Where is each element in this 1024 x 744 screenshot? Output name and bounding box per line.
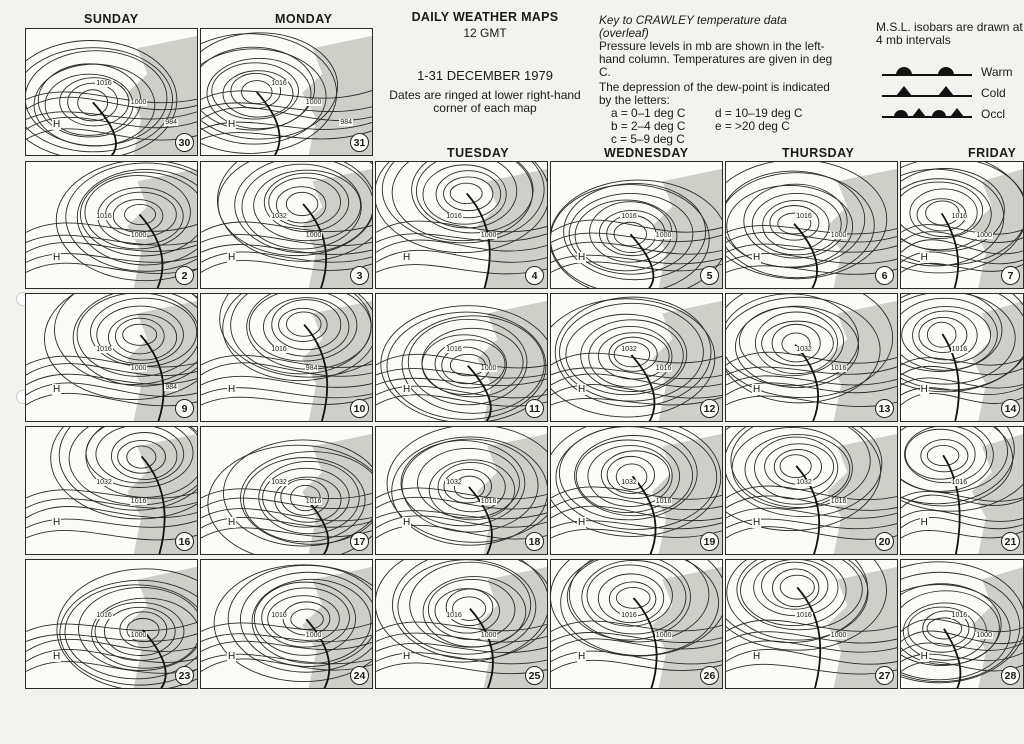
isobar-value-label: 1016 (830, 364, 847, 372)
isobar-value-label: 1000 (480, 631, 497, 639)
map-date-ring: 4 (525, 266, 544, 285)
map-date-ring: 21 (1001, 532, 1020, 551)
isobar-value-label: 1032 (271, 478, 287, 486)
isobar (780, 575, 814, 599)
isobar-value-label: 1000 (830, 232, 847, 240)
isobar-value-label: 1016 (96, 80, 112, 88)
weather-map (375, 293, 548, 422)
isobar-value-label: 1000 (655, 631, 672, 639)
key-pressure-note: Pressure levels in mb are shown in the left-hand column. Temperatures are given in deg C. (599, 39, 833, 79)
isobar-chart (201, 162, 373, 289)
isobar-value-label: 1016 (271, 80, 287, 88)
weather-map (200, 161, 373, 289)
isobar-value-label: 1032 (96, 478, 112, 486)
isobar-value-label: 1016 (305, 497, 322, 505)
weather-map (725, 426, 898, 555)
high-pressure-label: H (52, 517, 61, 529)
isobar (286, 312, 321, 336)
isobar-value-label: 1032 (446, 478, 462, 486)
code-a: a = 0–1 deg C (611, 106, 686, 120)
isobar (752, 193, 841, 254)
isobar (444, 177, 493, 211)
isobar-chart (726, 427, 898, 555)
isobar-value-label: 1000 (305, 232, 322, 240)
period-label: 1-31 DECEMBER 1979 (417, 68, 553, 83)
weather-map (550, 426, 723, 555)
isobar-chart (201, 294, 373, 422)
isobar-chart (376, 427, 548, 555)
isobar-value-label: 1016 (480, 497, 497, 505)
isobar-value-label: 984 (165, 118, 178, 126)
isobar-value-label: 1000 (305, 99, 322, 107)
isobar-value-label: 1016 (796, 612, 812, 619)
weather-map (375, 426, 548, 555)
isobar (286, 192, 318, 215)
cold-front-icon (882, 84, 972, 98)
map-date-ring: 31 (350, 133, 369, 152)
weather-map (25, 161, 198, 289)
isobar-value-label: 1016 (951, 478, 968, 486)
isobar-value-label: 1016 (621, 612, 637, 619)
weather-map (550, 293, 723, 422)
map-date-ring: 5 (700, 266, 719, 285)
isobar-value-label: 1016 (446, 345, 462, 353)
high-pressure-label: H (577, 517, 586, 529)
isobar-value-label: 1016 (271, 612, 287, 619)
day-header-tuesday: TUESDAY (447, 146, 510, 160)
map-date-ring: 26 (700, 666, 719, 685)
isobar (201, 47, 315, 130)
high-pressure-label: H (402, 251, 411, 263)
map-date-ring: 17 (350, 532, 369, 551)
code-b: b = 2–4 deg C (611, 119, 686, 133)
isobar (616, 587, 650, 608)
high-pressure-label: H (577, 251, 586, 263)
high-pressure-label: H (227, 517, 236, 529)
day-header-monday: MONDAY (275, 12, 333, 26)
high-pressure-label: H (227, 384, 236, 396)
weather-map (900, 426, 1024, 555)
occluded-front-icon (882, 105, 972, 119)
map-date-ring: 16 (175, 532, 194, 551)
isobar-value-label: 1016 (271, 345, 287, 353)
time-label: 12 GMT (463, 26, 507, 40)
isobar-value-label: 1000 (830, 631, 847, 639)
isobar (435, 589, 500, 634)
map-date-ring: 19 (700, 532, 719, 551)
weather-map (725, 559, 898, 689)
isobar-chart (201, 560, 373, 689)
day-header-thursday: THURSDAY (782, 146, 855, 160)
key-dewpoint-note: The depression of the dew-point is indicated by the letters: (599, 80, 830, 107)
weather-map (25, 293, 198, 422)
high-pressure-label: H (52, 651, 61, 662)
map-date-ring: 14 (1001, 399, 1020, 418)
title-block (385, 10, 585, 115)
isobar-chart (376, 162, 548, 289)
map-date-ring: 11 (525, 399, 544, 418)
high-pressure-label: H (920, 517, 928, 529)
isobar-chart (726, 560, 898, 689)
legend-cold: Cold (981, 86, 1006, 100)
isobar (927, 322, 956, 347)
high-pressure-label: H (577, 651, 586, 662)
isobar (754, 560, 838, 616)
isobar-chart (726, 294, 898, 422)
high-pressure-label: H (752, 251, 761, 263)
map-date-ring: 6 (875, 266, 894, 285)
map-date-ring: 30 (175, 133, 194, 152)
weather-map (375, 559, 548, 689)
high-pressure-label: H (52, 251, 61, 263)
isobar-value-label: 1000 (305, 631, 322, 639)
isobar (726, 294, 859, 386)
high-pressure-label: H (920, 251, 928, 263)
day-header-sunday: SUNDAY (84, 12, 139, 26)
day-header-friday: FRIDAY (968, 146, 1017, 160)
isobar-value-label: 1000 (130, 232, 147, 240)
weather-map (900, 559, 1024, 689)
isobar-value-label: 1016 (951, 612, 968, 619)
isobar (614, 222, 647, 246)
map-date-ring: 9 (175, 399, 194, 418)
isobar-value-label: 1000 (130, 364, 147, 372)
map-date-ring: 12 (700, 399, 719, 418)
map-date-ring: 10 (350, 399, 369, 418)
isobar (212, 63, 299, 119)
warm-front-icon (882, 63, 972, 77)
isobar-chart (376, 560, 548, 689)
isobar-value-label: 1016 (951, 345, 968, 353)
key-heading: Key to CRAWLEY temperature data (overleaf) (599, 13, 787, 40)
isobar-chart (26, 560, 198, 689)
page-title: DAILY WEATHER MAPS (411, 10, 559, 24)
isobar-value-label: 1000 (480, 232, 497, 240)
isobar-chart (201, 29, 373, 156)
code-c: c = 5–9 deg C (611, 132, 685, 146)
high-pressure-label: H (52, 118, 61, 130)
isobar (745, 435, 850, 505)
high-pressure-label: H (227, 251, 236, 263)
weather-map (200, 559, 373, 689)
isobar-value-label: 1016 (446, 213, 462, 221)
map-date-ring: 23 (175, 666, 194, 685)
code-d: d = 10–19 deg C (715, 106, 803, 120)
weather-map (900, 161, 1024, 289)
legend-occluded: Occl (981, 107, 1005, 121)
date-note: Dates are ringed at lower right-hand corner of each map (389, 88, 581, 115)
high-pressure-label: H (577, 384, 586, 396)
isobar-value-label: 1000 (130, 631, 147, 639)
weather-map (200, 293, 373, 422)
weather-map (725, 161, 898, 289)
isobar-value-label: 1016 (621, 213, 637, 221)
high-pressure-label: H (402, 517, 411, 529)
day-header-wednesday: WEDNESDAY (604, 146, 689, 160)
isobar-value-label: 984 (305, 364, 318, 372)
map-date-ring: 25 (525, 666, 544, 685)
isobar-value-label: 1016 (796, 213, 812, 221)
isobar-chart (26, 162, 198, 289)
isobar-value-label: 1032 (796, 345, 812, 353)
isobar-chart (551, 560, 723, 689)
map-date-ring: 20 (875, 532, 894, 551)
weather-map (25, 28, 198, 156)
weather-map (725, 293, 898, 422)
weather-map (200, 28, 373, 156)
map-date-ring: 3 (350, 266, 369, 285)
high-pressure-label: H (920, 384, 928, 396)
map-date-ring: 24 (350, 666, 369, 685)
isobar (616, 464, 647, 490)
isobar-chart (551, 294, 723, 422)
dewpoint-codes (599, 107, 837, 146)
weather-map (375, 161, 548, 289)
weather-map (550, 559, 723, 689)
weather-map (200, 426, 373, 555)
high-pressure-label: H (52, 384, 61, 396)
isobar-chart (551, 162, 723, 289)
isobar (744, 184, 847, 258)
isobar-value-label: 1000 (976, 232, 992, 240)
isobar-chart (26, 29, 198, 156)
isobar-value-label: 1000 (976, 631, 992, 639)
isobar-value-label: 1016 (830, 497, 847, 505)
high-pressure-label: H (752, 651, 761, 662)
high-pressure-label: H (920, 651, 928, 662)
high-pressure-label: H (752, 517, 761, 529)
isobar-value-label: 1016 (446, 612, 462, 619)
isobar-value-label: 1032 (621, 478, 637, 486)
isobar (607, 456, 654, 493)
weather-map (25, 426, 198, 555)
isobar (901, 182, 983, 238)
weather-map (900, 293, 1024, 422)
map-date-ring: 27 (875, 666, 894, 685)
isobar-value-label: 1000 (655, 232, 672, 240)
isobar-value-label: 1016 (130, 497, 147, 505)
isobar-value-label: 1032 (621, 345, 637, 353)
isobar (601, 451, 669, 499)
isobar-value-label: 984 (340, 118, 353, 126)
isobar-chart (26, 427, 198, 555)
weather-map (25, 559, 198, 689)
isobar-value-label: 1016 (96, 612, 112, 619)
high-pressure-label: H (402, 651, 411, 662)
isobar-chart (201, 427, 373, 555)
isobar-chart (726, 162, 898, 289)
legend-warm: Warm (981, 65, 1013, 79)
isobar-value-label: 1032 (271, 213, 287, 221)
high-pressure-label: H (402, 384, 411, 396)
map-date-ring: 7 (1001, 266, 1020, 285)
key-block (599, 14, 837, 146)
high-pressure-label: H (227, 118, 236, 130)
isobar-note: M.S.L. isobars are drawn at 4 mb intervals (876, 20, 1023, 47)
isobar-value-label: 1016 (951, 213, 968, 221)
isobar-value-label: 1000 (130, 99, 147, 107)
isobar-chart (376, 294, 548, 422)
isobar (772, 324, 820, 362)
isobar-value-label: 984 (165, 384, 178, 392)
isobar-value-label: 1016 (655, 364, 672, 372)
isobar-chart (26, 294, 198, 422)
map-date-ring: 28 (1001, 666, 1020, 685)
map-date-ring: 18 (525, 532, 544, 551)
high-pressure-label: H (227, 651, 236, 662)
isobar-value-label: 1016 (96, 213, 112, 221)
isobar-chart (551, 427, 723, 555)
isobar-value-label: 1000 (480, 364, 497, 372)
isobar (772, 569, 818, 607)
isobar-value-label: 1016 (655, 497, 672, 505)
isobar (450, 183, 482, 203)
isobar-value-label: 1016 (96, 345, 112, 353)
weather-map (550, 161, 723, 289)
map-date-ring: 2 (175, 266, 194, 285)
high-pressure-label: H (752, 384, 761, 396)
map-date-ring: 13 (875, 399, 894, 418)
isobar-value-label: 1032 (796, 478, 812, 486)
isobar (780, 455, 811, 478)
code-e: e = >20 deg C (715, 119, 790, 133)
